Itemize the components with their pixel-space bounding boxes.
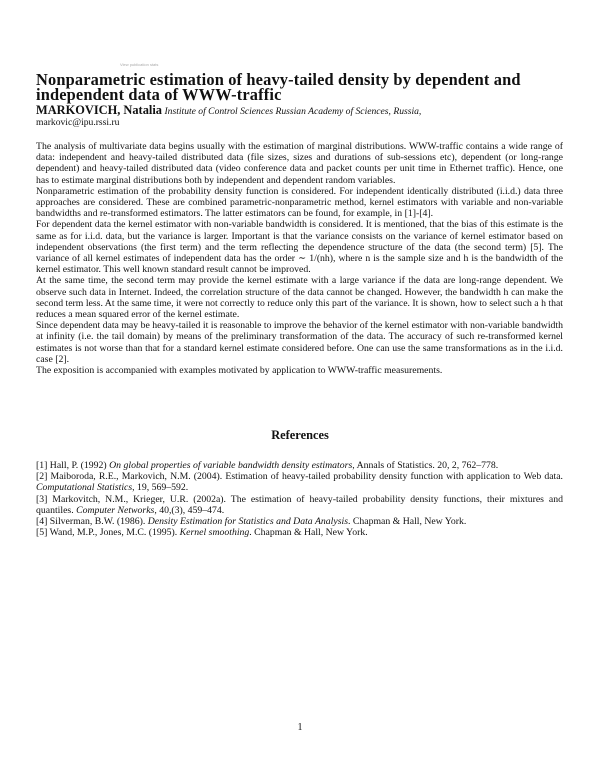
reference-item [36,527,563,538]
paragraph: Nonparametric estimation of the probability density function is considered. For independent identically distributed (i.i.d.) data three approaches are considered. These are combined parametric-nonparametric method, kernel estimators with variable and non-variable bandwidths and re-transformed estimators. The latter estimators can be found, for example, in [1]-[4]. [36,185,563,220]
references-list [36,460,563,538]
author-affiliation: Institute of Control Sciences Russian Academy of Sciences, Russia, [164,106,422,117]
reference-item [36,516,563,527]
author-email: markovic@ipu.rssi.ru [36,117,120,128]
reference-title: Computational Statistics [36,482,133,494]
reference-title: Computer Networks [76,504,155,516]
reference-text: [4] Silverman, B.W. (1986). [36,516,148,528]
paper-title: Nonparametric estimation of heavy-tailed density by dependent and independent data of WWW-traffic [36,70,521,104]
reference-text: [1] Hall, P. (1992) [36,460,110,471]
reference-item [36,471,563,493]
reference-text: . Chapman & Hall, New York. [249,527,368,539]
reference-text: [3] Markovitch, N.M., Krieger, U.R. (2002a). The estimation of heavy-tailed probability density functions, their mixtures and quantiles. [36,493,563,516]
reference-text: [5] Wand, M.P., Jones, M.C. (1995). [36,527,180,539]
author-line [36,104,421,118]
reference-text: [2] Maiboroda, R.E., Markovich, N.M. (2004). Estimation of heavy-tailed probability density function with application to Web data. [36,471,563,483]
reference-text: , 19, 569–592. [132,482,189,494]
page-number: 1 [297,722,303,733]
paragraph: At the same time, the second term may provide the kernel estimate with a large variance if the data are long-range dependent. We observe such data in Internet. Indeed, the correlation structure of the data cannot be changed. However, the bandwidth h can make the second term less. At the same time, it were not correctly to reduce only this part of the variance. It is shown, how to select such a h that reduces a mean squared error of the kernel estimate. [36,275,563,321]
paragraph: The exposition is accompanied with examples motivated by application to WWW-traffic measurements. [36,365,443,377]
reference-text: , Annals of Statistics. 20, 2, 762–778. [352,460,499,471]
author-name: MARKOVICH, Natalia [36,103,162,117]
reference-item [36,494,563,516]
reference-text: . Chapman & Hall, New York. [348,516,467,528]
reference-title: Density Estimation for Statistics and Data Analysis [147,516,348,528]
abstract-body [36,141,563,376]
paragraph: Since dependent data may be heavy-tailed it is reasonable to improve the behavior of the kernel estimator with non-variable bandwidth at infinity (i.e. the tail domain) by means of the preliminary transformation of the data. The accuracy of such re-transformed kernel estimates is not worse than that for a standard kernel estimate considered before. One can use the same transformations as in the i.i.d. case [2]. [36,320,563,365]
reference-text: , 40,(3), 459–474. [154,504,225,516]
reference-title: Kernel smoothing [179,527,250,539]
reference-title: On global properties of variable bandwidth density estimators [109,460,353,471]
references-heading: References [271,428,329,442]
paragraph: The analysis of multivariate data begins usually with the estimation of marginal distributions. WWW-traffic contains a wide range of data: independent and heavy-tailed distributed data (file sizes, sizes and durations of sub-sessions etc), dependent (or long-range dependent) and heavy-tailed distributed data (video conference data and packet counts per unit time in Ethernet traffic). Hence, one has to estimate marginal distributions both by independent and dependent random variables. [36,141,563,186]
paragraph: For dependent data the kernel estimator with non-variable bandwidth is considered. It is mentioned, that the bias of this estimate is the same as for i.i.d. data, but the variance is larger. Important is that the variance consists on the variance of kernel estimator based on independent observations (the first term) and the term reflecting the dependence structure of the data (the second term) [5]. The variance of all kernel estimates of independent data has the order ∼ 1/(nh), where n is the sample size and h is the bandwidth of the kernel estimator. This well known standard result cannot be improved. [36,219,563,276]
reference-item [36,460,563,471]
view-publication-stats-link[interactable]: View publication stats [120,62,159,67]
